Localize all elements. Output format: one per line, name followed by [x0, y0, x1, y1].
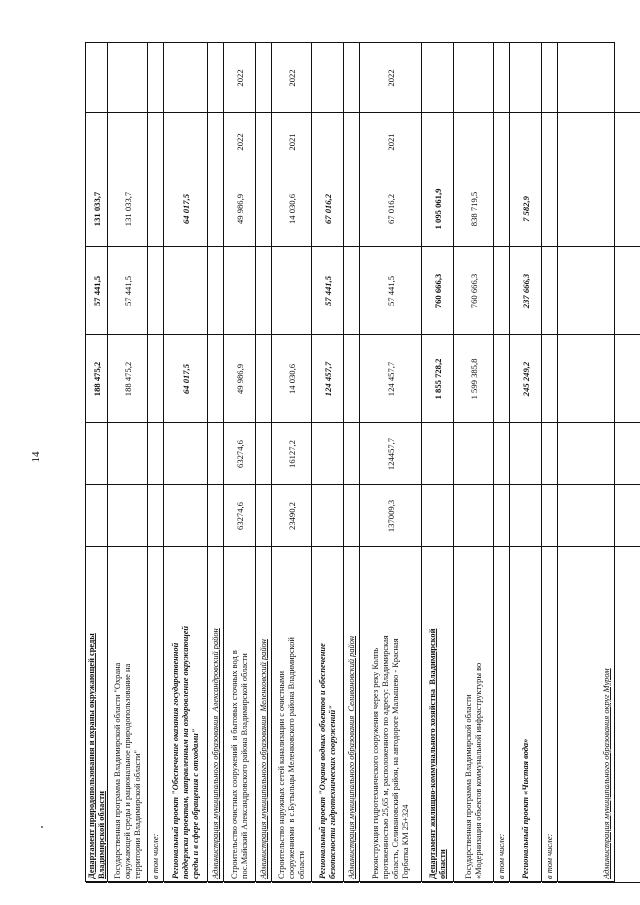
- name-cell: [256, 547, 271, 883]
- row-label: Администрация муниципального образования округ Муром: [601, 667, 611, 879]
- cell-value: 245 249,2: [520, 361, 531, 396]
- federal-cell: [542, 247, 557, 335]
- start-year-cell: [224, 113, 255, 171]
- row-label: Строительство очистных сооружений и бытовых сточных вод в пос.Майский Александровского района Владимирской области: [229, 649, 249, 879]
- regional-cell: [256, 171, 271, 247]
- name-cell: [510, 547, 541, 883]
- federal-cell: [558, 247, 640, 335]
- cell-value: 16127,2: [286, 439, 297, 468]
- start-year-cell: [360, 113, 421, 171]
- end-year-cell: [148, 43, 163, 113]
- cost-cell: [224, 485, 255, 547]
- federal-cell: [148, 247, 163, 335]
- table-row: [148, 43, 164, 881]
- page-number: 14: [30, 451, 42, 463]
- federal-cell: [344, 247, 359, 335]
- regional-cell: [344, 171, 359, 247]
- name-cell: [360, 547, 421, 883]
- cell-value: 760 666,3: [432, 273, 443, 308]
- cell-value: 188 475,2: [122, 361, 133, 396]
- name-cell: [344, 547, 359, 883]
- federal-cell: [422, 247, 453, 335]
- table-row: [256, 43, 272, 881]
- table-row: [344, 43, 360, 881]
- row-label: Государственная программа Владимирской области "Охрана окружающей среды и рациональное природопользование на территории Владимирской области": [112, 662, 142, 879]
- cell-value: 124 457,7: [322, 361, 333, 396]
- end-year-cell: [542, 43, 557, 113]
- regional-cell: [272, 171, 311, 247]
- total-cell: [360, 335, 421, 423]
- total-cell: [272, 335, 311, 423]
- cell-value: 2021: [385, 133, 396, 151]
- cell-value: 124 457,7: [385, 361, 396, 396]
- federal-cell: [312, 247, 343, 335]
- end-year-cell: [272, 43, 311, 113]
- cost-cell: [558, 485, 640, 547]
- table-row: [312, 43, 344, 881]
- cell-value: 67 016,2: [385, 193, 396, 224]
- total-cell: [148, 335, 163, 423]
- cell-value: 1 095 061,9: [432, 188, 443, 229]
- remaining-cost-cell: [86, 423, 107, 485]
- end-year-cell: [208, 43, 223, 113]
- cell-value: 2022: [234, 133, 245, 151]
- remaining-cost-cell: [494, 423, 509, 485]
- table-row: [494, 43, 510, 881]
- row-label: Департамент природопользования и охраны окружающей среды Владимирской области: [86, 632, 106, 879]
- start-year-cell: [108, 113, 147, 171]
- end-year-cell: [494, 43, 509, 113]
- name-cell: [272, 547, 311, 883]
- cell-value: 760 666,3: [468, 273, 479, 308]
- start-year-cell: [164, 113, 207, 171]
- cost-cell: [256, 485, 271, 547]
- cost-cell: [164, 485, 207, 547]
- row-label: Администрация муниципального образования Александровский район: [210, 627, 220, 879]
- regional-cell: [164, 171, 207, 247]
- federal-cell: [164, 247, 207, 335]
- regional-cell: [86, 171, 107, 247]
- table-row: [272, 43, 312, 881]
- end-year-cell: [558, 43, 640, 113]
- row-label: Администрация муниципального образования Меленковский район: [258, 638, 268, 879]
- table-row: [108, 43, 148, 881]
- start-year-cell: [422, 113, 453, 171]
- remaining-cost-cell: [558, 423, 640, 485]
- regional-cell: [494, 171, 509, 247]
- cell-value: 838 719,5: [468, 191, 479, 226]
- cell-value: 7 582,9: [520, 195, 531, 222]
- total-cell: [312, 335, 343, 423]
- name-cell: [108, 547, 147, 883]
- start-year-cell: [542, 113, 557, 171]
- start-year-cell: [86, 113, 107, 171]
- start-year-cell: [312, 113, 343, 171]
- cost-cell: [86, 485, 107, 547]
- federal-cell: [86, 247, 107, 335]
- regional-cell: [108, 171, 147, 247]
- cell-value: 57 441,5: [91, 275, 102, 306]
- regional-cell: [558, 171, 640, 247]
- total-cell: [454, 335, 493, 423]
- total-cell: [224, 335, 255, 423]
- cell-value: 131 033,7: [122, 191, 133, 226]
- regional-cell: [422, 171, 453, 247]
- remaining-cost-cell: [542, 423, 557, 485]
- federal-cell: [272, 247, 311, 335]
- cell-value: 2021: [286, 133, 297, 151]
- cost-cell: [360, 485, 421, 547]
- regional-cell: [208, 171, 223, 247]
- cost-cell: [494, 485, 509, 547]
- cost-cell: [148, 485, 163, 547]
- table-row: [164, 43, 208, 881]
- federal-cell: [494, 247, 509, 335]
- cell-value: 124457,7: [385, 437, 396, 470]
- start-year-cell: [256, 113, 271, 171]
- total-cell: [558, 335, 640, 423]
- cell-value: 57 441,5: [122, 275, 133, 306]
- cell-value: 237 666,3: [520, 273, 531, 308]
- row-label: Государственная программа Владимирской области «Модернизация объектов коммунальной инфраструктуры во: [463, 662, 483, 879]
- end-year-cell: [360, 43, 421, 113]
- start-year-cell: [454, 113, 493, 171]
- cell-value: 2022: [286, 68, 297, 87]
- cell-value: 57 441,5: [322, 275, 333, 306]
- regional-cell: [510, 171, 541, 247]
- row-label: Реконструкция гидротехнического сооружения через реку Колпь протяженностью 25,65 м, расположенного по адресу: Владимирская область, Селивановский район, на автодороге Малышево - Красная Горбатка КМ 25+324: [370, 634, 410, 879]
- federal-cell: [208, 247, 223, 335]
- remaining-cost-cell: [108, 423, 147, 485]
- cell-value: 49 986,9: [234, 193, 245, 224]
- cell-value: 1 855 728,2: [432, 358, 443, 399]
- name-cell: [494, 547, 509, 883]
- total-cell: [344, 335, 359, 423]
- name-cell: [558, 547, 640, 883]
- row-label: в том числе:: [544, 833, 554, 879]
- federal-cell: [510, 247, 541, 335]
- start-year-cell: [558, 113, 640, 171]
- row-label: Строительство наружных сетей канализации с очистными сооружениями в с.Бутыльцы Меленковского района Владимирской области: [276, 636, 306, 879]
- remaining-cost-cell: [510, 423, 541, 485]
- regional-cell: [312, 171, 343, 247]
- name-cell: [86, 547, 107, 883]
- cell-value: 63274,6: [234, 439, 245, 468]
- cell-value: 49 986,9: [234, 363, 245, 394]
- start-year-cell: [148, 113, 163, 171]
- table-row: [208, 43, 224, 881]
- total-cell: [86, 335, 107, 423]
- remaining-cost-cell: [312, 423, 343, 485]
- name-cell: [312, 547, 343, 883]
- end-year-cell: [164, 43, 207, 113]
- regional-cell: [542, 171, 557, 247]
- remaining-cost-cell: [272, 423, 311, 485]
- scan-speck: [41, 826, 43, 828]
- start-year-cell: [208, 113, 223, 171]
- regional-cell: [454, 171, 493, 247]
- name-cell: [208, 547, 223, 883]
- cost-cell: [272, 485, 311, 547]
- table-row: [360, 43, 422, 881]
- federal-cell: [224, 247, 255, 335]
- end-year-cell: [344, 43, 359, 113]
- cell-value: 64 017,5: [180, 363, 191, 394]
- cost-cell: [510, 485, 541, 547]
- total-cell: [256, 335, 271, 423]
- end-year-cell: [510, 43, 541, 113]
- regional-cell: [224, 171, 255, 247]
- row-label: в том числе:: [150, 833, 160, 879]
- federal-cell: [108, 247, 147, 335]
- table-row: [224, 43, 256, 881]
- row-label: Администрация муниципального образования Селивановский район: [346, 635, 356, 879]
- remaining-cost-cell: [344, 423, 359, 485]
- remaining-cost-cell: [164, 423, 207, 485]
- cell-value: 2022: [234, 68, 245, 87]
- name-cell: [422, 547, 453, 883]
- end-year-cell: [224, 43, 255, 113]
- total-cell: [494, 335, 509, 423]
- start-year-cell: [494, 113, 509, 171]
- name-cell: [542, 547, 557, 883]
- total-cell: [510, 335, 541, 423]
- row-label: Региональный проект "Обеспечение оказания государственной поддержки проектам, направленным на оздоровление окружающей среды и в сфере обращения с отходами": [170, 625, 200, 879]
- table-row: [422, 43, 454, 881]
- end-year-cell: [256, 43, 271, 113]
- remaining-cost-cell: [208, 423, 223, 485]
- start-year-cell: [510, 113, 541, 171]
- cell-value: 14 030,6: [286, 193, 297, 224]
- table-row: [86, 43, 108, 881]
- cell-value: 23490,2: [286, 501, 297, 530]
- remaining-cost-cell: [148, 423, 163, 485]
- cell-value: 63274,6: [234, 501, 245, 530]
- remaining-cost-cell: [454, 423, 493, 485]
- table-row: [542, 43, 558, 881]
- cost-cell: [422, 485, 453, 547]
- end-year-cell: [454, 43, 493, 113]
- end-year-cell: [312, 43, 343, 113]
- name-cell: [454, 547, 493, 883]
- regional-cell: [148, 171, 163, 247]
- cost-cell: [312, 485, 343, 547]
- cost-cell: [208, 485, 223, 547]
- remaining-cost-cell: [256, 423, 271, 485]
- regional-cell: [360, 171, 421, 247]
- row-label: Региональный проект «Чистая вода»: [520, 738, 530, 879]
- cell-value: 137009,3: [385, 499, 396, 532]
- start-year-cell: [272, 113, 311, 171]
- name-cell: [224, 547, 255, 883]
- total-cell: [208, 335, 223, 423]
- cell-value: 131 033,7: [91, 191, 102, 226]
- remaining-cost-cell: [360, 423, 421, 485]
- table-row: [454, 43, 494, 881]
- end-year-cell: [86, 43, 107, 113]
- cost-cell: [108, 485, 147, 547]
- cell-value: 188 475,2: [91, 361, 102, 396]
- name-cell: [148, 547, 163, 883]
- table-row: [510, 43, 542, 881]
- cost-cell: [344, 485, 359, 547]
- row-label: в том числе:: [496, 833, 506, 879]
- cost-cell: [454, 485, 493, 547]
- total-cell: [422, 335, 453, 423]
- remaining-cost-cell: [224, 423, 255, 485]
- cell-value: 1 599 385,8: [468, 358, 479, 399]
- total-cell: [164, 335, 207, 423]
- start-year-cell: [344, 113, 359, 171]
- end-year-cell: [108, 43, 147, 113]
- cell-value: 67 016,2: [322, 193, 333, 224]
- federal-cell: [454, 247, 493, 335]
- total-cell: [108, 335, 147, 423]
- cell-value: 57 441,5: [385, 275, 396, 306]
- total-cell: [542, 335, 557, 423]
- cell-value: 2022: [385, 68, 396, 87]
- data-table: [85, 42, 615, 882]
- cell-value: 64 017,5: [180, 193, 191, 224]
- cell-value: 14 030,6: [286, 363, 297, 394]
- end-year-cell: [422, 43, 453, 113]
- federal-cell: [360, 247, 421, 335]
- name-cell: [164, 547, 207, 883]
- remaining-cost-cell: [422, 423, 453, 485]
- federal-cell: [256, 247, 271, 335]
- table-row: [558, 43, 640, 881]
- row-label: Департамент жилищно-коммунального хозяйства Владимирской области: [427, 628, 447, 879]
- row-label: Региональный проект "Охрана водных объектов и обеспечение безопасности гидротехнических сооружений": [317, 642, 337, 879]
- cost-cell: [542, 485, 557, 547]
